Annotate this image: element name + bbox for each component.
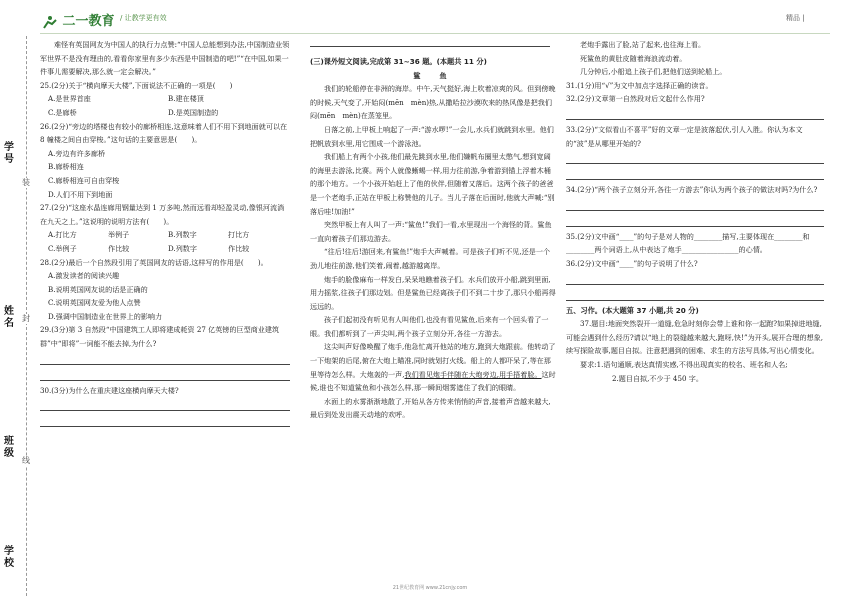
q30-answer-line-1[interactable] — [40, 398, 290, 411]
q29-stem: 29.(3分)第 3 自然段“中国建筑工人即将建成耗资 27 亿英镑的巨型商业建筑群”中“即将”一词能不能去掉,为什么? — [40, 325, 280, 349]
seal-word-2: 封 — [22, 314, 30, 323]
q28-option-c: C.说明英国网友爱为他人点赞 — [48, 298, 141, 308]
q26-option-c: C.廊桥相连可自由穿梭 — [48, 175, 120, 185]
passage-para-6: 炮手的脸像麻布一样发白,呆呆地瞧着孩子们。水兵们放开小船,跳到里面,用力摇浆,往孩子们那边划。但是鲨鱼已经离孩子们不到二十步了,那只小船再得远远的。 — [310, 274, 556, 311]
seal-word-3: 线 — [22, 456, 30, 465]
q34-stem: 34.(2分)“两个孩子立刻分开,各往一方游去”你认为两个孩子的做法对吗?为什么? — [566, 185, 818, 195]
q33-answer-line-1[interactable] — [566, 151, 824, 164]
q27-options-2 — [40, 242, 290, 256]
q25-option-a: A.是世界首座 — [48, 94, 91, 104]
passage-para-11: 死鲨鱼的黄肚皮随着海浪流动着。 — [580, 53, 687, 63]
q36-answer-line-1[interactable] — [566, 272, 824, 285]
section-3-heading: (三)课外短文阅读,完成第 31~36 题。(本题共 11 分) — [310, 57, 487, 66]
q37-requirement-2: 2.题目自拟,不少于 450 字。 — [612, 373, 703, 383]
q27-option-c2: 作比较 — [108, 243, 130, 253]
q27-stem: 27.(2分)“这座水晶连廊用钢量达到 1 万多吨,然而远看却轻盈灵动,像银河流淌在九天之上。”这说明的说明方法有( )。 — [40, 203, 285, 226]
runner-logo-icon — [40, 15, 58, 29]
q34-answer-line-1[interactable] — [566, 198, 824, 211]
q28-stem: 28.(2分)最后一个自然段引用了英国网友的话语,这样写的作用是( )。 — [40, 257, 268, 267]
q30-stem: 30.(3分)为什么在重庆建这座横向摩天大楼? — [40, 385, 179, 395]
seal-word-1: 装 — [22, 178, 30, 187]
q32-stem: 32.(2分)文章第一自然段对后文起什么作用? — [566, 94, 705, 104]
q27-option-c: C.举例子 — [48, 243, 77, 253]
passage-ending: 难怪有英国网友为中国人的执行力点赞:“中国人总能想到办法,中国制造业领军世界不是没有理由的,看看你家里有多少东西是中国制造的吧!”“在中国,如果一件事儿需要解决,那么就一定会解决。” — [40, 40, 290, 77]
passage-para-3: 我们船上有两个小孩,他们最先跳到水里,他们嫌帆布圈里太憋气,想到宽阔的海里去游泳,比赛。两个人就像蜥蜴一样,用力往前游,争着游到锚上浮着木桶的那个地方。一个小孩开始赶上了他的伙伴,但随着又落后。这两个孩子的爸爸是一个老炮手,正站在甲板上称赞他的儿子。当儿子落在后面时,他就大声喊:“别落后哇!加油!” — [310, 152, 555, 216]
q25-stem: 25.(2分)关于“横向摩天大楼”,下面说法不正确的一项是( ) — [40, 80, 233, 90]
q27-option-d: D.列数字 — [168, 243, 197, 253]
q27-option-b: B.列数字 — [168, 230, 197, 240]
para-8-text: 这尖叫声好像唤醒了炮手,他急忙离开他站的地方,跑到大炮跟前。他转动了一下炮架的后尾,俯在大炮上瞄准,同时就划打火线。船上的人都吓呆了,等在那里等待怎么样。大炮轰的一声, — [310, 342, 556, 379]
q36-answer-line-2[interactable] — [566, 288, 824, 301]
brand-name: 二一教育 — [62, 14, 115, 29]
q34-answer-line-2[interactable] — [566, 214, 824, 227]
passage-para-7: 孩子们起初没有听见有人叫他们,也没有看见鲨鱼,后来有一个回头看了一眼。我们都听到了一声尖叫,两个孩子立刻分开,各往一方游去。 — [310, 315, 549, 338]
q28-option-a: A.激发读者的阅读兴趣 — [48, 271, 120, 281]
class-label: 班级 — [4, 436, 14, 459]
q25-option-c: C.是廊桥 — [48, 107, 77, 117]
slogan: / 让教学更有效 — [120, 14, 167, 22]
q32-answer-line[interactable] — [566, 107, 824, 120]
q35-stem: 35.(2分)文中画“____”的句子是对人物的________描写,主要体现在________和________两个词语上,从中表达了炮手________________的心情。 — [566, 231, 810, 255]
q27-option-d2: 作比较 — [228, 243, 250, 253]
q28-option-b: B.说明英国网友说的话是正确的 — [48, 284, 148, 294]
page-footer: 21世纪教育网 www.21cnjy.com — [392, 585, 468, 591]
binding-margin — [0, 36, 40, 596]
q26-option-b: B.廊桥相连 — [48, 162, 84, 172]
student-no-label: 学号 — [4, 142, 14, 165]
q36-stem: 36.(2分)文中画“____”的句子说明了什么? — [566, 258, 698, 268]
passage-para-2: 日落之前,上甲板上响起了一声:“游水啰!”一会儿,水兵们就跳到水里。他们把帆放到水里,用它围成一个游泳池。 — [310, 124, 554, 148]
passage-para-5: “往后!往后!游回来,有鲨鱼!”炮手大声喊着。可是孩子们听不见,还是一个劲儿地往前游,他们笑着,闹着,越游越离岸。 — [310, 247, 551, 270]
school-label: 学校 — [4, 546, 14, 569]
para-8-tail: 这时候,谁也不知道鲨鱼和小孩怎么样,那一瞬间烟雾遮住了我们的眼睛。 — [310, 369, 556, 393]
q26-stem: 26.(2分)“旁边的塔楼也有较小的廊桥相连,这意味着人们不用下到地面就可以在 8 幢楼之间自由穿梭。”这句话的主要意思是( )。 — [40, 121, 288, 145]
q37-requirement-1: 要求:1.语句通顺,表达真情实感,不得出现真实的校名、班名和人名; — [580, 359, 788, 369]
q33-stem: 33.(2分)“文似看山不喜平”好的文章一定是波落起伏,引人入胜。你认为本文的“波”是从哪里开始的? — [566, 124, 803, 148]
q27-options-1 — [40, 228, 290, 242]
q26-option-a: A.旁边有许多廊桥 — [48, 148, 106, 158]
q26-option-d: D.人们不用下到地面 — [48, 189, 113, 199]
column-middle — [310, 38, 556, 422]
q29-answer-line-1[interactable] — [40, 352, 290, 365]
passage-para-8 — [310, 340, 556, 394]
passage-title: 鲨 鱼 — [413, 70, 453, 80]
header-divider — [40, 33, 830, 34]
q25-option-b: B.建在楼顶 — [168, 94, 204, 104]
quality-badge: 精品 | — [786, 14, 805, 22]
q27-option-a: A.打比方 — [48, 230, 77, 240]
column-right — [566, 38, 824, 385]
q25-options-2 — [40, 106, 290, 120]
q29-answer-line-2[interactable] — [40, 368, 290, 381]
q30-answer-line-3[interactable] — [310, 46, 550, 47]
passage-para-4: 突然甲板上有人叫了一声:“鲨鱼!”我们一看,水里现出一个海怪的背。鲨鱼一直向着孩子们那边游去。 — [310, 220, 552, 243]
passage-para-12: 几分钟后,小船追上孩子们,把他们送到轮船上。 — [580, 67, 727, 77]
passage-para-1: 我们的轮船停在非洲的海岸。中午,天气挺好,海上吹着凉爽的风。但到傍晚的时候,天气变了,开始闷(mēn mèn)热,从撒哈拉沙漠吹来的热风像是把我们闷(mēn mèn)在蒸笼里。 — [310, 84, 556, 121]
q31-stem: 31.(1分)用“√”为文中加点字选择正确的读音。 — [566, 80, 713, 90]
q28-option-d: D.强调中国制造业在世界上的影响力 — [48, 311, 163, 321]
q27-option-b2: 打比方 — [228, 230, 250, 240]
q25-options — [40, 92, 290, 106]
underlined-sentence: 我们看见炮手伴随在大炮旁边,用手捂着脸。 — [404, 369, 542, 379]
q30-answer-line-2[interactable] — [40, 414, 290, 427]
passage-para-9: 水面上的水雾渐渐地散了,开始从各方传来悄悄的声音,接着声音越来越大,最后到处发出震天动地的欢呼。 — [310, 396, 551, 420]
column-left — [40, 38, 290, 430]
name-label: 姓名 — [4, 306, 14, 329]
section-5-heading: 五、习作。(本大题第 37 小题,共 20 分) — [566, 305, 699, 315]
passage-para-10: 老炮手露出了脸,站了起来,也往海上看。 — [580, 40, 706, 49]
page-header — [0, 0, 860, 34]
q37-prompt: 37.题目:地面突然裂开一道缝,危急时刻你会带上谁和你一起跑?如果掉进地缝,可能会遇到什么经历?请以“地上的裂缝越来越大,跑呀,快!”为开头,展开合理的想象,续写探险故事,题目自拟。注意把遇到的困难、求生的方法写具体,写出心情变化。 — [566, 319, 824, 356]
q27-option-a2: 举例子 — [108, 230, 130, 240]
brand-logo — [40, 10, 115, 29]
q25-option-d: D.是英国制造的 — [168, 107, 219, 117]
q33-answer-line-2[interactable] — [566, 167, 824, 180]
